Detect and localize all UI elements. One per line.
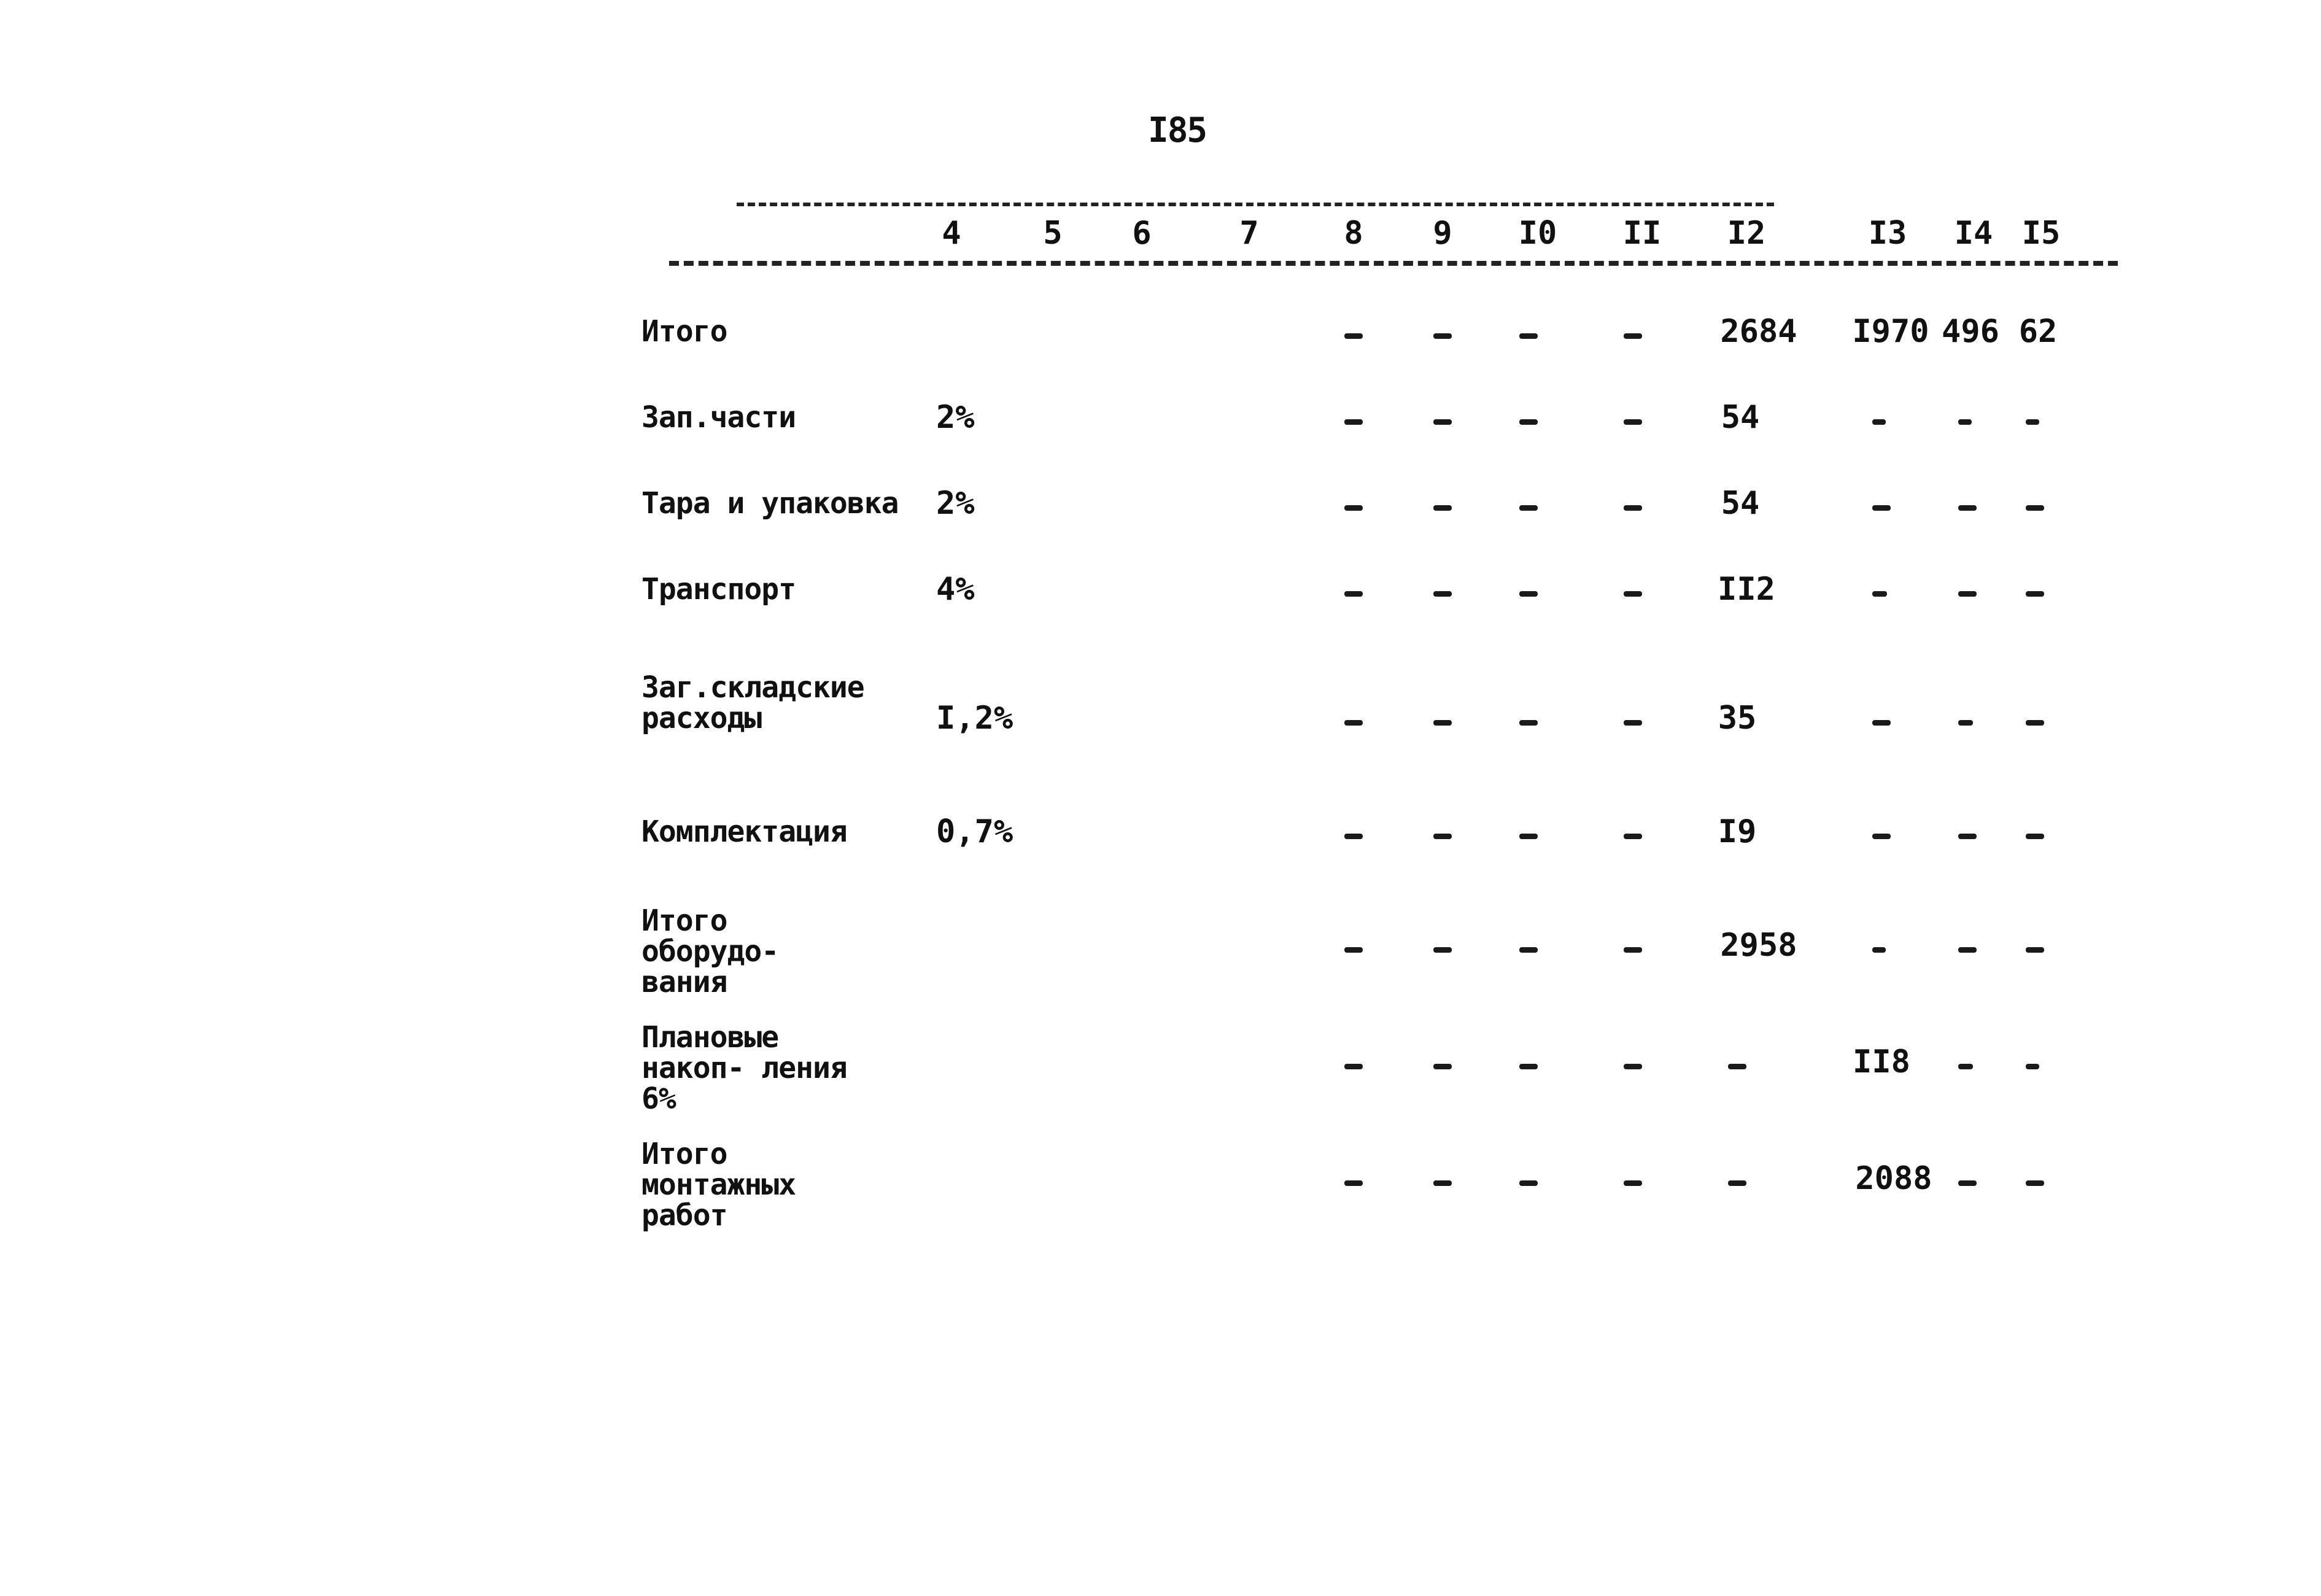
cell-dash [1344, 947, 1363, 953]
cell-col12: II2 [1718, 571, 1775, 608]
row-label-planned-savings: Плановые накоп- ления 6% [641, 1020, 847, 1116]
cell-dash [1519, 505, 1538, 511]
cell-dash [1344, 720, 1363, 726]
cell-dash [1958, 947, 1977, 953]
cell-dash [1344, 333, 1363, 339]
cell-dash [1344, 505, 1363, 511]
cell-dash [1624, 591, 1642, 597]
cell-dash [1433, 419, 1452, 425]
cell-dash [2026, 419, 2039, 425]
row-label-completion: Комплектация [641, 815, 847, 849]
row-label-warehouse-costs: Заг.складские расходы [641, 670, 864, 735]
cell-col12: 2684 [1720, 313, 1797, 350]
cell-dash [1872, 591, 1887, 597]
cell-col15: 62 [2018, 313, 2058, 350]
row-label-transport: Транспорт [641, 572, 796, 606]
cell-dash [1519, 419, 1538, 425]
row-label-packaging: Тара и упаковка [641, 486, 899, 521]
column-header-4: 4 [942, 215, 961, 252]
cell-dash [2026, 720, 2044, 726]
cell-dash [1433, 720, 1452, 726]
cell-dash [1624, 947, 1642, 953]
cell-col13: I970 [1852, 313, 1929, 350]
row-label-installation-total: Итого монтажных работ [641, 1137, 796, 1233]
cell-dash [1344, 834, 1363, 839]
cell-dash [2026, 947, 2044, 953]
cell-dash [1519, 834, 1538, 839]
cell-dash [2026, 505, 2044, 511]
column-header-10: I0 [1518, 215, 1557, 252]
cell-dash [1872, 947, 1886, 953]
cell-dash [1624, 505, 1642, 511]
cell-dash [1344, 1064, 1363, 1069]
cell-dash [1958, 1064, 1973, 1069]
cell-dash [1872, 834, 1891, 839]
cell-dash [2026, 834, 2044, 839]
cell-dash [1958, 834, 1977, 839]
cell-col14: 496 [1942, 313, 1999, 350]
cell-dash [1433, 1064, 1452, 1069]
cell-dash [1958, 1180, 1977, 1186]
cell-col12: 35 [1718, 700, 1757, 737]
cell-dash [1519, 1180, 1538, 1186]
cell-dash [1433, 333, 1452, 339]
cell-col12: 54 [1721, 485, 1760, 522]
cell-dash [1344, 591, 1363, 597]
row-percent: 0,7% [936, 813, 1013, 850]
cell-dash [1872, 505, 1891, 511]
header-top-rule [737, 203, 1774, 206]
cell-dash [1872, 720, 1891, 726]
row-label-equipment-total: Итого оборудо- вания [641, 904, 779, 999]
cell-col12: 2958 [1720, 927, 1797, 964]
column-header-14: I4 [1954, 215, 1993, 252]
column-header-6: 6 [1132, 215, 1152, 252]
header-bottom-rule [669, 261, 2118, 266]
row-percent: 4% [936, 571, 975, 608]
cell-dash [1624, 419, 1642, 425]
cell-dash [1433, 947, 1452, 953]
cell-dash [2026, 591, 2044, 597]
cell-dash [1519, 947, 1538, 953]
column-header-12: I2 [1727, 215, 1766, 252]
cell-dash [1519, 1064, 1538, 1069]
cell-dash [1624, 333, 1642, 339]
row-label-spare-parts: Зап.части [641, 400, 796, 435]
column-header-15: I5 [2021, 215, 2061, 252]
row-label-total: Итого [641, 314, 727, 349]
page-number: I85 [1148, 110, 1207, 150]
row-percent: I,2% [936, 700, 1013, 737]
cell-dash [2026, 1180, 2044, 1186]
cell-dash [2026, 1064, 2039, 1069]
cell-dash [1433, 834, 1452, 839]
row-percent: 2% [936, 485, 975, 522]
cell-col12: 54 [1721, 399, 1760, 436]
cell-dash [1344, 419, 1363, 425]
cell-dash [1624, 1180, 1642, 1186]
row-percent: 2% [936, 399, 975, 436]
cell-col13: 2088 [1855, 1160, 1932, 1197]
column-header-8: 8 [1344, 215, 1363, 252]
cell-col13: II8 [1853, 1044, 1910, 1080]
cell-dash [1958, 720, 1973, 726]
column-header-5: 5 [1043, 215, 1063, 252]
cell-dash [1958, 505, 1977, 511]
column-header-7: 7 [1239, 215, 1259, 252]
cell-dash [1519, 720, 1538, 726]
column-header-13: I3 [1868, 215, 1907, 252]
cell-dash [1433, 591, 1452, 597]
cell-dash [1872, 419, 1886, 425]
cell-dash [1958, 419, 1972, 425]
cell-dash [1519, 333, 1538, 339]
cell-dash [1624, 1064, 1642, 1069]
column-header-9: 9 [1433, 215, 1452, 252]
cell-dash [1728, 1064, 1746, 1069]
cell-dash [1624, 720, 1642, 726]
cell-dash [1344, 1180, 1363, 1186]
cell-dash [1519, 591, 1538, 597]
cell-col12: I9 [1718, 813, 1757, 850]
cell-dash [1624, 834, 1642, 839]
cell-dash [1728, 1180, 1746, 1186]
column-header-11: II [1622, 215, 1662, 252]
cell-dash [1958, 591, 1977, 597]
cell-dash [1433, 505, 1452, 511]
cell-dash [1433, 1180, 1452, 1186]
